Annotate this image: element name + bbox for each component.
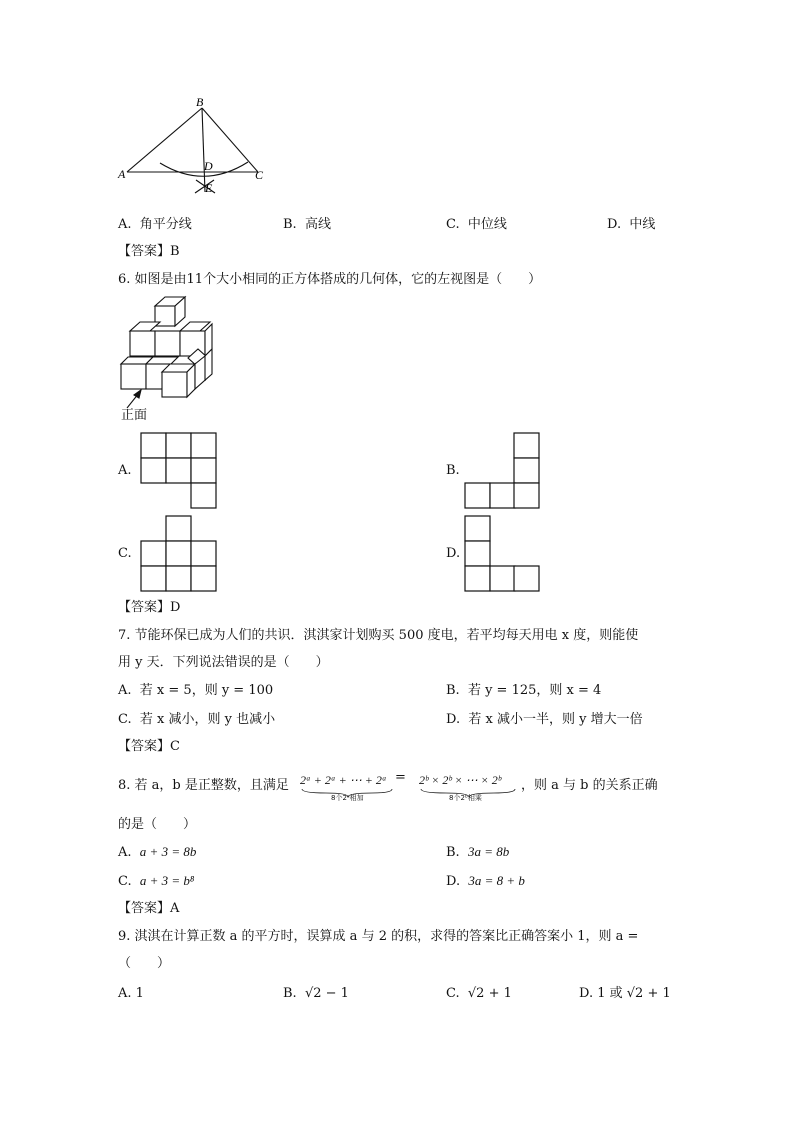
- q6-option-d-letter[interactable]: D.: [446, 546, 461, 561]
- q8-brace-left-label: 8个2ᵃ相加: [331, 794, 364, 802]
- q8-stem-suffix: ，则 a 与 b 的关系正确: [521, 778, 658, 793]
- q8-stem-prefix: 8. 若 a，b 是正整数，且满足: [118, 778, 289, 793]
- q6-answer: 【答案】D: [118, 600, 181, 615]
- q8-option-b[interactable]: B. 3a = 8b: [446, 844, 510, 860]
- q9-option-d[interactable]: D. 1 或 √2 + 1: [579, 986, 671, 1001]
- q5-option-d[interactable]: D. 中线: [607, 217, 656, 232]
- q7-option-b[interactable]: B. 若 y = 125，则 x = 4: [446, 683, 602, 698]
- q6-option-a-letter[interactable]: A.: [118, 463, 132, 478]
- q5-option-c[interactable]: C. 中位线: [446, 217, 507, 232]
- q9-option-c[interactable]: C. √2 + 1: [446, 986, 512, 1001]
- q8-option-a[interactable]: A. a + 3 = 8b: [118, 844, 197, 860]
- front-label: 正面: [121, 408, 148, 423]
- label-b: B: [196, 95, 204, 109]
- q6-option-b-letter[interactable]: B.: [446, 463, 460, 478]
- q7-stem-line1: 7. 节能环保已成为人们的共识．淇淇家计划购买 500 度电，若平均每天用电 x 度，则能使: [118, 628, 639, 643]
- q8-formula-left: 2ᵃ + 2ᵃ + ⋯ + 2ᵃ: [300, 773, 387, 787]
- label-e: E: [205, 181, 213, 195]
- q7-option-c[interactable]: C. 若 x 减小，则 y 也减小: [118, 712, 276, 727]
- q7-option-d[interactable]: D. 若 x 减小一半，则 y 增大一倍: [446, 712, 643, 727]
- q7-stem-line2: 用 y 天．下列说法错误的是（ ）: [118, 655, 329, 670]
- q9-stem-line2: （ ）: [118, 956, 171, 971]
- q5-option-a[interactable]: A. 角平分线: [118, 217, 192, 232]
- q8-formula-eq: =: [395, 770, 406, 785]
- q9-option-a[interactable]: A. 1: [118, 986, 144, 1001]
- q9-stem-line1: 9. 淇淇在计算正数 a 的平方时，误算成 a 与 2 的积，求得的答案比正确答案小 1，则 a =: [118, 929, 639, 944]
- q8-answer: 【答案】A: [118, 901, 180, 916]
- q8-option-d[interactable]: D. 3a = 8 + b: [446, 873, 525, 889]
- q5-answer: 【答案】B: [118, 244, 180, 259]
- q8-stem-line2: 的是（ ）: [118, 817, 197, 832]
- q9-option-b[interactable]: B. √2 − 1: [283, 986, 349, 1001]
- q6-option-c-letter[interactable]: C.: [118, 546, 132, 561]
- label-d: D: [204, 159, 213, 173]
- q8-formula-right: 2ᵇ × 2ᵇ × ⋯ × 2ᵇ: [419, 773, 501, 787]
- q5-option-b[interactable]: B. 高线: [283, 217, 331, 232]
- q7-answer: 【答案】C: [118, 739, 180, 754]
- label-c: C: [255, 168, 264, 182]
- q6-stem: 6. 如图是由11个大小相同的正方体搭成的几何体，它的左视图是（ ）: [118, 272, 542, 287]
- label-a: A: [118, 167, 126, 181]
- q7-option-a[interactable]: A. 若 x = 5，则 y = 100: [118, 683, 274, 698]
- q8-option-c[interactable]: C. a + 3 = b⁸: [118, 873, 195, 889]
- q8-brace-right-label: 8个2ᵇ相乘: [449, 794, 482, 802]
